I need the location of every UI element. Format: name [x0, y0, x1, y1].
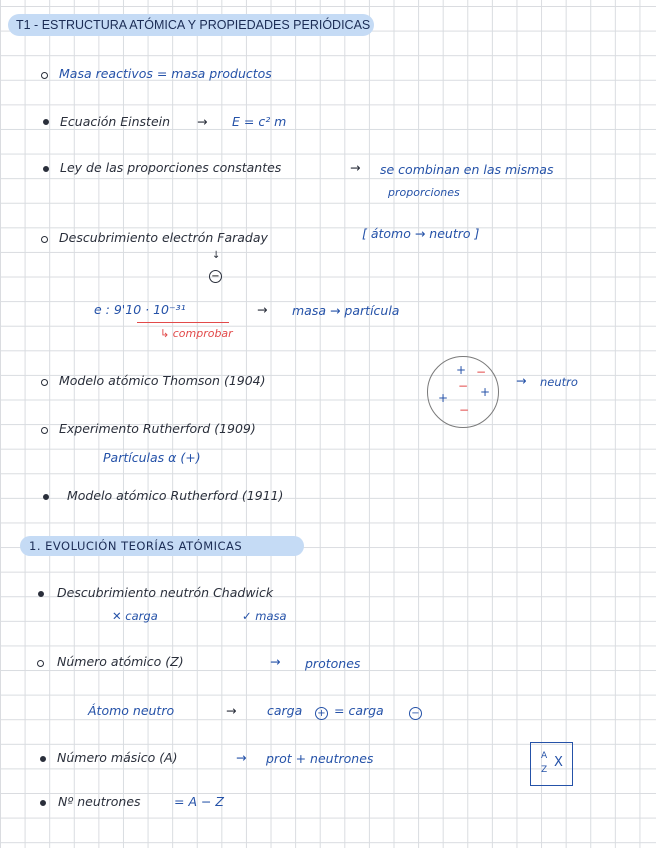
bullet: [41, 427, 48, 434]
note-masa: Masa reactivos = masa productos: [59, 66, 272, 81]
bullet: [41, 236, 48, 243]
note-chadwick-carga: ✕ carga: [112, 609, 158, 623]
minus-circle-icon: −: [209, 270, 222, 283]
bullet: [37, 660, 44, 667]
note-chadwick: Descubrimiento neutrón Chadwick: [57, 585, 274, 600]
red-underline: [137, 322, 229, 323]
plus-sign: +: [438, 391, 449, 405]
note-rutherford-model: Modelo atómico Rutherford (1911): [67, 488, 284, 503]
bullet: [43, 494, 49, 500]
arrow: →: [516, 373, 527, 388]
note-particulas: Partículas α (+): [103, 450, 201, 465]
arrow: →: [236, 750, 247, 765]
note-einstein-label: Ecuación Einstein: [60, 114, 171, 129]
note-carga-plus: carga: [267, 703, 303, 718]
note-einstein-formula: E = c² m: [232, 114, 287, 129]
note-charge-result: masa → partícula: [292, 303, 400, 318]
down-arrow-icon: ↓: [212, 250, 221, 261]
arrow: →: [197, 114, 208, 129]
note-thomson: Modelo atómico Thomson (1904): [59, 373, 266, 388]
minus-circle-icon: −: [409, 707, 422, 720]
bullet: [41, 379, 48, 386]
note-proporciones-result-1: se combinan en las mismas: [380, 162, 554, 177]
box-mass-number: A: [541, 751, 548, 761]
plus-sign: +: [456, 363, 467, 377]
thomson-atom-diagram: [427, 356, 499, 428]
note-n-neutrones: Nº neutrones: [58, 794, 141, 809]
note-charge-formula: e : 9'10 · 10⁻³¹: [94, 302, 186, 317]
note-faraday-label: Descubrimiento electrón Faraday: [59, 230, 268, 245]
bullet: [40, 800, 46, 806]
note-numero-masico: Número másico (A): [57, 750, 178, 765]
bullet: [43, 166, 49, 172]
note-proporciones-label: Ley de las proporciones constantes: [60, 160, 282, 175]
minus-sign: −: [458, 379, 469, 393]
arrow: →: [257, 302, 268, 317]
nuclide-notation-box: [530, 742, 573, 786]
plus-circle: [315, 703, 328, 722]
bullet: [38, 591, 44, 597]
bullet: [43, 119, 49, 125]
note-n-formula: = A − Z: [174, 794, 224, 809]
note-atomo-neutro: Átomo neutro: [88, 703, 175, 718]
note-faraday-bracket: [ átomo → neutro ]: [362, 226, 480, 241]
plus-circle-icon: +: [315, 707, 328, 720]
box-element-symbol: X: [554, 755, 563, 770]
note-comprobar: ↳ comprobar: [160, 327, 233, 340]
note-rutherford-exp: Experimento Rutherford (1909): [59, 421, 256, 436]
minus-sign: −: [459, 403, 470, 417]
arrow: →: [270, 654, 281, 669]
comprobar-text: comprobar: [172, 327, 233, 340]
note-thomson-result: neutro: [540, 375, 578, 389]
electron-symbol: [209, 266, 222, 285]
minus-circle: [409, 703, 422, 722]
arrow: →: [226, 703, 237, 718]
note-carga-equal: = carga: [334, 703, 384, 718]
page-title: T1 - ESTRUCTURA ATÓMICA Y PROPIEDADES PERIÓDICAS: [8, 14, 374, 36]
plus-sign: +: [480, 385, 491, 399]
note-protones: protones: [305, 656, 361, 671]
arrow: →: [350, 160, 361, 175]
bullet: [41, 72, 48, 79]
minus-sign: −: [476, 365, 487, 379]
note-chadwick-masa: ✓ masa: [242, 609, 287, 623]
bullet: [40, 756, 46, 762]
box-atomic-number: Z: [541, 765, 548, 775]
note-prot-neutrones: prot + neutrones: [266, 751, 374, 766]
section-heading: 1. EVOLUCIÓN TEORÍAS ATÓMICAS: [20, 536, 304, 556]
note-proporciones-result-2: proporciones: [388, 186, 460, 199]
note-numero-atomico: Número atómico (Z): [57, 654, 184, 669]
